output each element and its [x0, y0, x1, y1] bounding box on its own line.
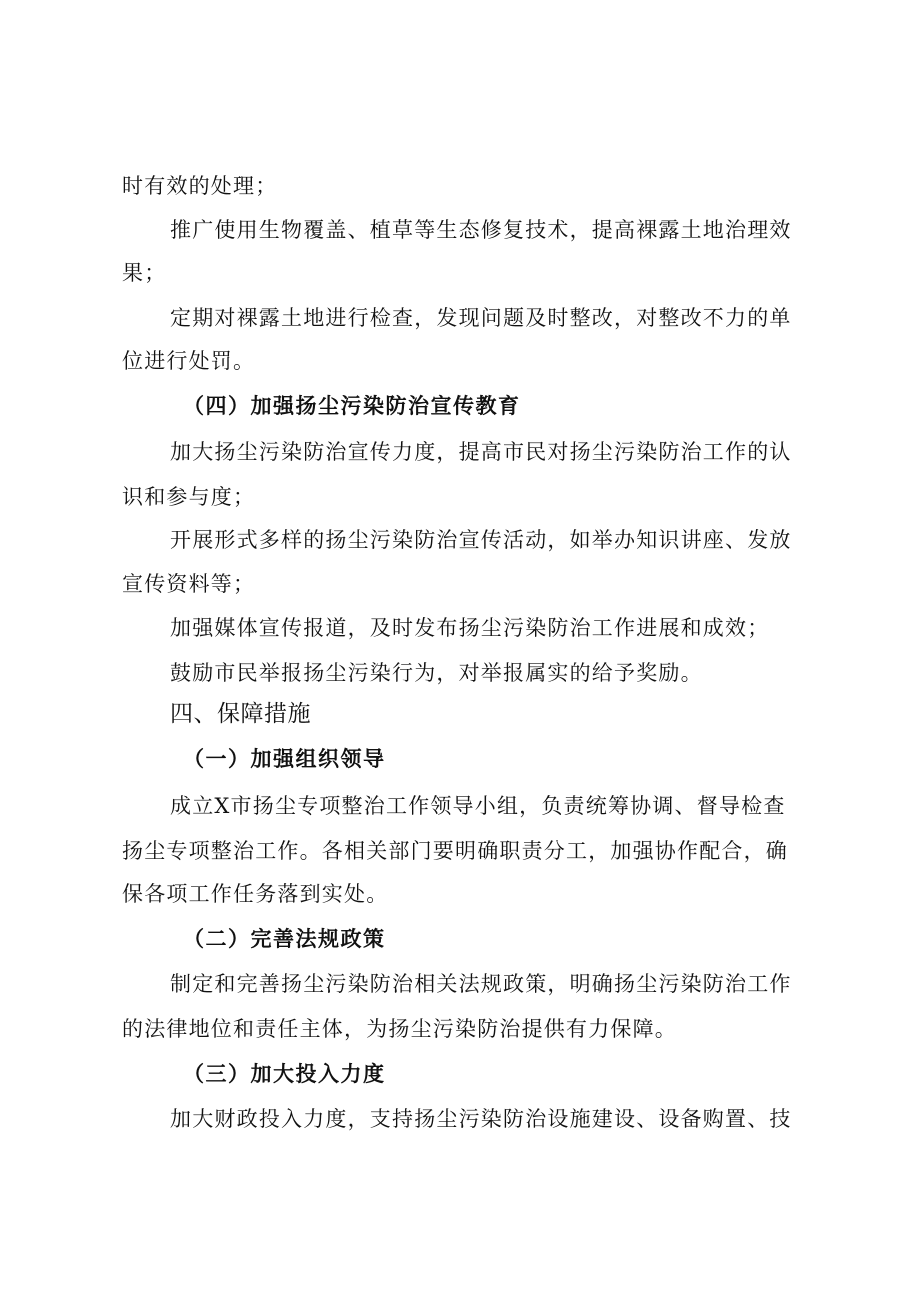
paragraph-line: 定期对裸露土地进行检查，发现问题及时整改，对整改不力的单	[170, 306, 792, 330]
section-heading: 四、保障措施	[170, 701, 311, 727]
paragraph-line: 的法律地位和责任主体，为扬尘污染防治提供有力保障。	[122, 1017, 677, 1041]
paragraph-line: 推广使用生物覆盖、植草等生态修复技术，提高裸露土地治理效	[170, 218, 792, 242]
subsection-heading: （二）完善法规政策	[183, 926, 386, 951]
paragraph-line: 扬尘专项整治工作。各相关部门要明确职责分工，加强协作配合，确	[122, 839, 788, 863]
paragraph-line: 鼓励市民举报扬尘污染行为，对举报属实的给予奖励。	[170, 661, 703, 685]
paragraph-line: 时有效的处理；	[122, 174, 278, 198]
paragraph-line: 制定和完善扬尘污染防治相关法规政策，明确扬尘污染防治工作	[170, 972, 792, 996]
paragraph-line: 宣传资料等；	[122, 572, 256, 596]
paragraph-line: 识和参与度；	[122, 485, 256, 509]
paragraph-line: 位进行处罚。	[122, 349, 256, 373]
paragraph-line: 加强媒体宣传报道，及时发布扬尘污染防治工作进展和成效；	[170, 616, 770, 640]
paragraph-line: 开展形式多样的扬尘污染防治宣传活动，如举办知识讲座、发放	[170, 528, 792, 552]
paragraph-line: 加大扬尘污染防治宣传力度，提高市民对扬尘污染防治工作的认	[170, 440, 792, 464]
subsection-heading: （一）加强组织领导	[183, 746, 386, 771]
subsection-heading: （四）加强扬尘污染防治宣传教育	[183, 393, 521, 418]
paragraph-line: 保各项工作任务落到实处。	[122, 882, 389, 906]
subsection-heading: （三）加大投入力度	[183, 1061, 386, 1086]
paragraph-line: 加大财政投入力度，支持扬尘污染防治设施建设、设备购置、技	[170, 1107, 792, 1131]
paragraph-line: 成立X市扬尘专项整治工作领导小组，负责统筹协调、督导检查	[170, 794, 786, 818]
paragraph-line: 果；	[122, 261, 167, 285]
